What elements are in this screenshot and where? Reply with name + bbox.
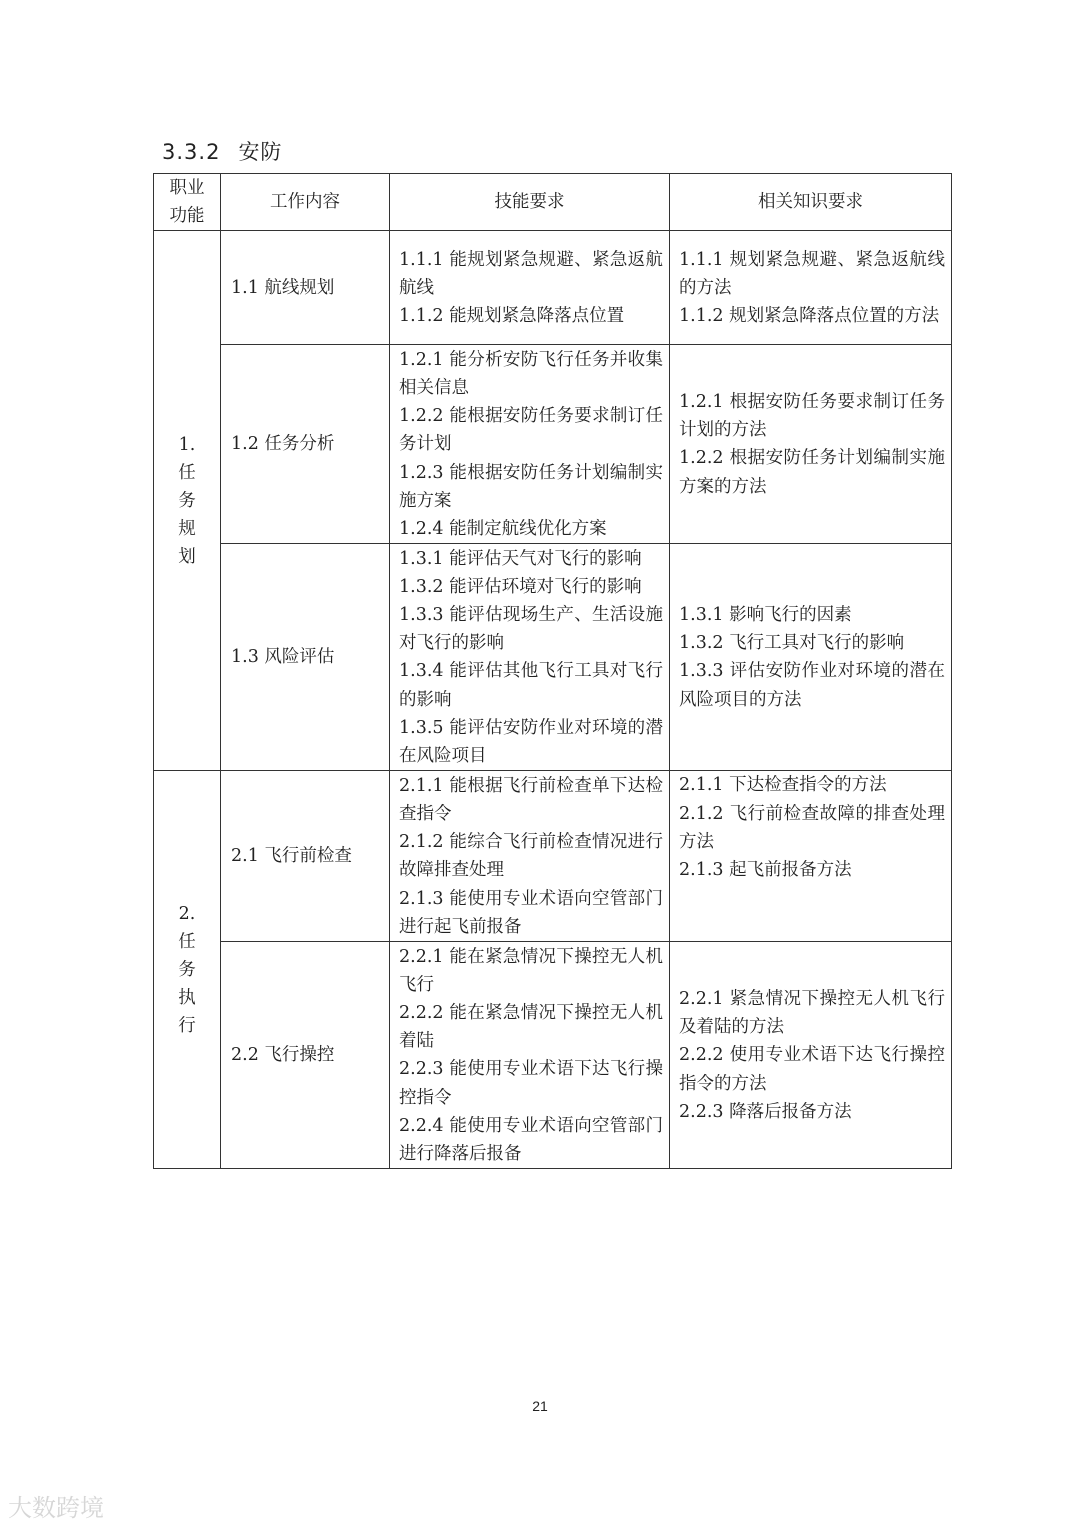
function-cell: 1.任务规划 [154,231,221,771]
skill-item: 1.3.2 能评估环境对飞行的影响 [399,576,642,597]
header-knowledge: 相关知识要求 [670,174,952,231]
skill-item: 2.2.4 能使用专业术语向空管部门进行降落后报备 [399,1115,663,1165]
header-row [154,174,952,231]
knowledge-item: 1.1.1 规划紧急规避、紧急返航线的方法 [679,249,945,298]
skill-item: 1.2.2 能根据安防任务要求制订任务计划 [399,406,663,455]
work-cell: 1.3 风险评估 [221,544,390,771]
knowledge-item: 1.3.3 评估安防作业对环境的潜在风险项目的方法 [679,661,945,710]
skill-item: 1.1.2 能规划紧急降落点位置 [399,306,625,326]
skills-cell [390,544,670,771]
knowledge-item: 2.1.3 起飞前报备方法 [679,860,852,881]
skill-item: 1.3.4 能评估其他飞行工具对飞行的影响 [399,661,663,710]
page-number: 21 [532,1398,548,1414]
section-heading [162,136,282,166]
work-cell: 1.1 航线规划 [221,231,390,345]
knowledge-item: 2.1.2 飞行前检查故障的排查处理方法 [679,803,945,852]
table-row [154,544,952,771]
table-row [154,231,952,345]
work-cell: 2.2 飞行操控 [221,942,390,1169]
skill-item: 2.2.3 能使用专业术语下达飞行操控指令 [399,1059,663,1108]
knowledge-cell [670,345,952,544]
watermark: 大数跨境 [8,1494,104,1522]
knowledge-item: 1.3.1 影响飞行的因素 [679,605,852,625]
knowledge-item: 2.2.1 紧急情况下操控无人机飞行及着陆的方法 [679,988,945,1038]
skill-item: 1.2.1 能分析安防飞行任务并收集相关信息 [399,349,663,398]
skill-item: 2.2.2 能在紧急情况下操控无人机着陆 [399,1003,663,1052]
skill-item: 1.3.3 能评估现场生产、生活设施对飞行的影响 [399,605,663,654]
skill-item: 1.2.4 能制定航线优化方案 [399,518,607,539]
work-cell: 1.2 任务分析 [221,345,390,544]
section-title: 安防 [238,140,283,164]
skill-item: 2.1.3 能使用专业术语向空管部门进行起飞前报备 [399,888,663,937]
skill-item: 1.1.1 能规划紧急规避、紧急返航航线 [399,249,663,298]
skills-cell [390,771,670,942]
knowledge-cell [670,942,952,1169]
knowledge-item: 2.1.1 下达检查指令的方法 [679,775,887,796]
table-row [154,345,952,544]
knowledge-item: 2.2.2 使用专业术语下达飞行操控指令的方法 [679,1045,945,1094]
knowledge-cell [670,231,952,345]
knowledge-item: 1.2.1 根据安防任务要求制订任务计划的方法 [679,392,945,441]
skills-cell [390,231,670,345]
knowledge-item: 1.2.2 根据安防任务计划编制实施方案的方法 [679,448,945,497]
knowledge-cell [670,771,952,942]
skill-item: 1.3.5 能评估安防作业对环境的潜在风险项目 [399,717,663,767]
knowledge-cell [670,544,952,771]
function-cell: 2.任务执行 [154,771,221,1169]
skill-item: 1.3.1 能评估天气对飞行的影响 [399,548,642,569]
skill-item: 2.2.1 能在紧急情况下操控无人机飞行 [399,946,663,995]
work-cell: 2.1 飞行前检查 [221,771,390,942]
skills-cell [390,942,670,1169]
skill-item: 1.2.3 能根据安防任务计划编制实施方案 [399,462,663,511]
header-work: 工作内容 [221,174,390,231]
knowledge-item: 1.1.2 规划紧急降落点位置的方法 [679,306,940,326]
skill-item: 2.1.1 能根据飞行前检查单下达检查指令 [399,775,663,824]
skills-table [153,173,952,1169]
skill-item: 2.1.2 能综合飞行前检查情况进行故障排查处理 [399,832,663,881]
knowledge-item: 2.2.3 降落后报备方法 [679,1101,852,1122]
skills-cell [390,345,670,544]
table-row [154,771,952,942]
section-number: 3.3.2 [162,140,221,164]
header-skills: 技能要求 [390,174,670,231]
knowledge-item: 1.3.2 飞行工具对飞行的影响 [679,633,905,654]
table-row [154,942,952,1169]
header-function: 职业功能 [154,174,221,231]
